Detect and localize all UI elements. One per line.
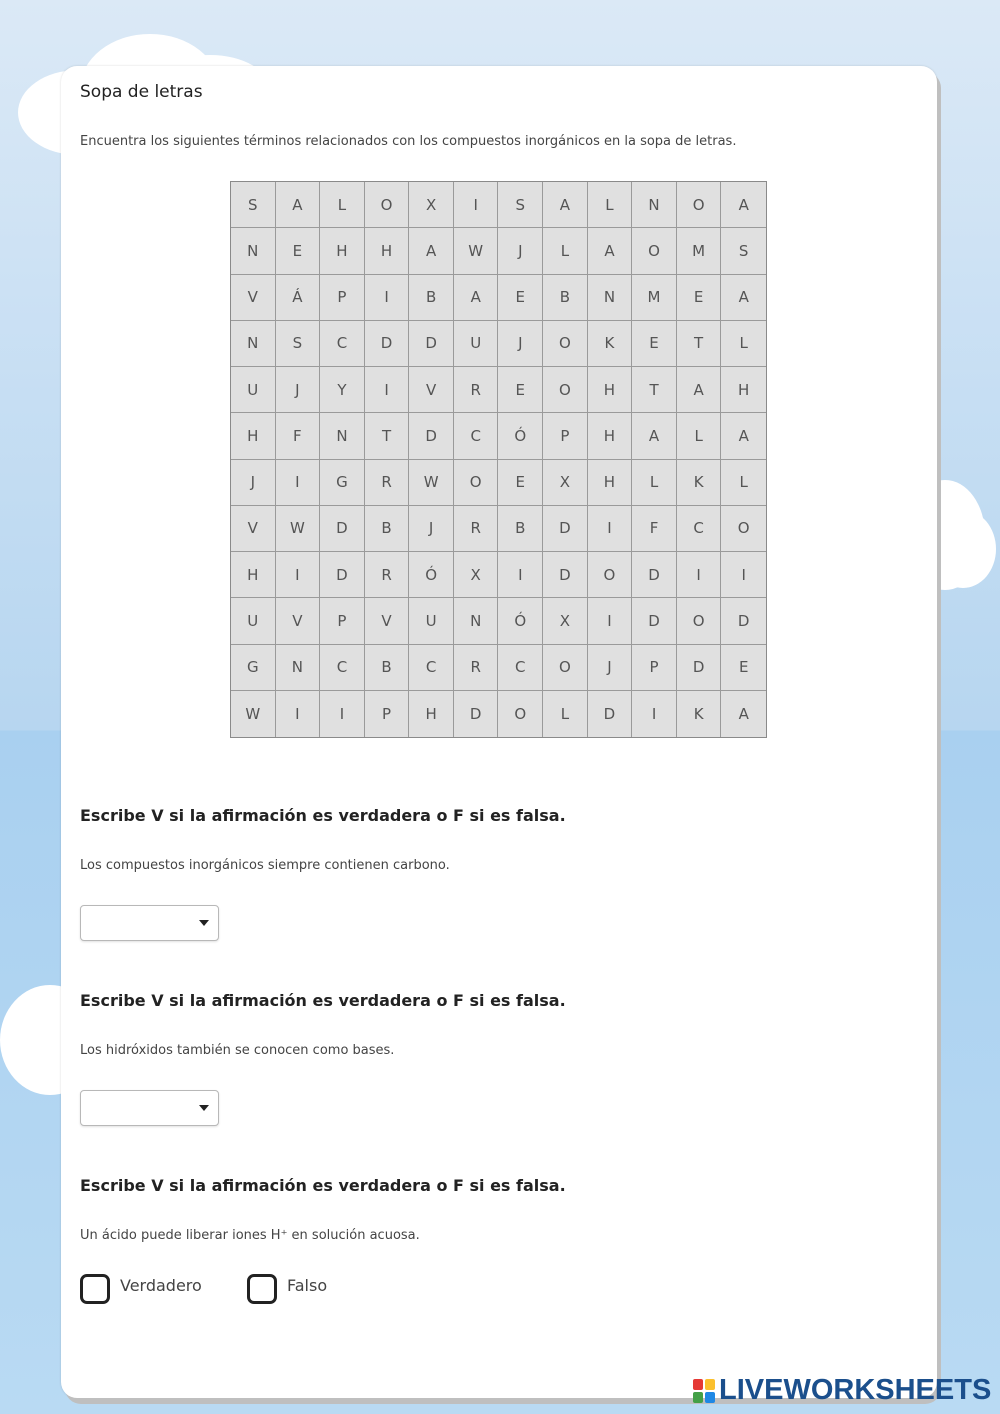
grid-cell[interactable]: J (231, 460, 276, 506)
grid-cell[interactable]: S (721, 228, 766, 274)
grid-cell[interactable]: L (721, 460, 766, 506)
grid-cell[interactable]: V (365, 598, 410, 644)
grid-cell[interactable]: O (543, 321, 588, 367)
question-3-title: Escribe V si la afirmación es verdadera o F si es falsa. (80, 1176, 566, 1195)
logo-square (693, 1379, 703, 1390)
question-2-title: Escribe V si la afirmación es verdadera o F si es falsa. (80, 991, 566, 1010)
section-title: Sopa de letras (80, 82, 203, 102)
grid-cell[interactable]: B (543, 275, 588, 321)
grid-cell[interactable]: L (588, 182, 633, 228)
grid-cell[interactable]: A (721, 275, 766, 321)
grid-cell[interactable]: I (588, 598, 633, 644)
logo-text: LIVEWORKSHEETS (719, 1374, 992, 1406)
grid-cell[interactable]: H (365, 228, 410, 274)
grid-cell[interactable]: D (543, 506, 588, 552)
question-2-statement: Los hidróxidos también se conocen como bases. (80, 1043, 395, 1058)
grid-cell[interactable]: F (276, 413, 321, 459)
grid-cell[interactable]: U (409, 598, 454, 644)
grid-cell[interactable]: R (365, 460, 410, 506)
grid-cell[interactable]: K (588, 321, 633, 367)
grid-cell[interactable]: H (588, 413, 633, 459)
grid-cell[interactable]: J (498, 228, 543, 274)
logo-mark-icon (693, 1379, 715, 1403)
grid-cell[interactable]: O (543, 367, 588, 413)
grid-cell[interactable]: X (543, 460, 588, 506)
grid-cell[interactable]: S (498, 182, 543, 228)
caret-down-icon (199, 920, 209, 926)
grid-cell[interactable]: P (365, 691, 410, 737)
grid-cell[interactable]: C (409, 645, 454, 691)
grid-cell[interactable]: R (454, 367, 499, 413)
grid-cell[interactable]: Y (320, 367, 365, 413)
grid-cell[interactable]: L (320, 182, 365, 228)
grid-cell[interactable]: W (454, 228, 499, 274)
grid-cell[interactable]: O (677, 598, 722, 644)
grid-cell[interactable]: I (498, 552, 543, 598)
grid-cell[interactable]: A (454, 275, 499, 321)
grid-cell[interactable]: N (320, 413, 365, 459)
grid-cell[interactable]: F (632, 506, 677, 552)
grid-cell[interactable]: U (231, 367, 276, 413)
grid-cell[interactable]: R (454, 645, 499, 691)
grid-cell[interactable]: A (721, 413, 766, 459)
option-falso[interactable] (247, 1274, 327, 1304)
grid-cell[interactable]: I (365, 275, 410, 321)
instructions-text: Encuentra los siguientes términos relacionados con los compuestos inorgánicos en la sopa de letras. (80, 134, 737, 149)
grid-cell[interactable]: D (454, 691, 499, 737)
grid-cell[interactable]: S (276, 321, 321, 367)
caret-down-icon (199, 1105, 209, 1111)
grid-cell[interactable]: E (276, 228, 321, 274)
grid-cell[interactable]: G (231, 645, 276, 691)
grid-cell[interactable]: A (632, 413, 677, 459)
grid-cell[interactable]: G (320, 460, 365, 506)
grid-cell[interactable]: L (543, 691, 588, 737)
logo-square (693, 1392, 703, 1403)
grid-cell[interactable]: E (498, 275, 543, 321)
grid-cell[interactable]: Ó (498, 413, 543, 459)
grid-cell[interactable]: A (721, 182, 766, 228)
grid-cell[interactable]: C (320, 645, 365, 691)
grid-cell[interactable]: J (409, 506, 454, 552)
grid-cell[interactable]: I (276, 691, 321, 737)
grid-cell[interactable]: O (498, 691, 543, 737)
grid-cell[interactable]: Ó (409, 552, 454, 598)
grid-cell[interactable]: A (721, 691, 766, 737)
grid-cell[interactable]: O (543, 645, 588, 691)
grid-cell[interactable]: C (498, 645, 543, 691)
grid-cell[interactable]: V (409, 367, 454, 413)
grid-cell[interactable]: J (588, 645, 633, 691)
grid-cell[interactable]: A (276, 182, 321, 228)
grid-cell[interactable]: H (231, 413, 276, 459)
grid-cell[interactable]: E (677, 275, 722, 321)
grid-cell[interactable]: A (588, 228, 633, 274)
grid-cell[interactable]: D (721, 598, 766, 644)
grid-cell[interactable]: T (632, 367, 677, 413)
grid-cell[interactable]: J (276, 367, 321, 413)
grid-cell[interactable]: I (588, 506, 633, 552)
grid-cell[interactable]: H (721, 367, 766, 413)
question-1-statement: Los compuestos inorgánicos siempre contienen carbono. (80, 858, 450, 873)
grid-cell[interactable]: D (677, 645, 722, 691)
word-search-grid[interactable] (230, 181, 767, 738)
grid-cell[interactable]: O (365, 182, 410, 228)
grid-cell[interactable]: J (498, 321, 543, 367)
question-2-dropdown[interactable] (80, 1090, 219, 1126)
grid-cell[interactable]: C (677, 506, 722, 552)
grid-cell[interactable]: I (677, 552, 722, 598)
grid-cell[interactable]: D (409, 413, 454, 459)
grid-cell[interactable]: I (320, 691, 365, 737)
checkbox-verdadero[interactable] (80, 1274, 110, 1304)
grid-cell[interactable]: N (454, 598, 499, 644)
grid-cell[interactable]: L (632, 460, 677, 506)
grid-cell[interactable]: W (276, 506, 321, 552)
grid-cell[interactable]: E (721, 645, 766, 691)
grid-cell[interactable]: P (543, 413, 588, 459)
grid-cell[interactable]: W (409, 460, 454, 506)
grid-cell[interactable]: E (498, 367, 543, 413)
grid-cell[interactable]: N (276, 645, 321, 691)
grid-cell[interactable]: M (632, 275, 677, 321)
grid-cell[interactable]: B (365, 645, 410, 691)
grid-cell[interactable]: D (365, 321, 410, 367)
cloud-decoration (930, 510, 996, 588)
grid-cell[interactable]: A (543, 182, 588, 228)
grid-cell[interactable]: H (588, 367, 633, 413)
grid-cell[interactable]: N (231, 321, 276, 367)
grid-cell[interactable]: R (365, 552, 410, 598)
grid-cell[interactable]: Ó (498, 598, 543, 644)
grid-cell[interactable]: I (454, 182, 499, 228)
grid-cell[interactable]: C (320, 321, 365, 367)
grid-cell[interactable]: E (632, 321, 677, 367)
grid-cell[interactable]: X (543, 598, 588, 644)
grid-cell[interactable]: B (498, 506, 543, 552)
checkbox-falso[interactable] (247, 1274, 277, 1304)
grid-cell[interactable]: T (677, 321, 722, 367)
grid-cell[interactable]: W (231, 691, 276, 737)
grid-cell[interactable]: L (721, 321, 766, 367)
grid-cell[interactable]: I (276, 552, 321, 598)
grid-cell[interactable]: P (320, 275, 365, 321)
question-1-dropdown[interactable] (80, 905, 219, 941)
grid-cell[interactable]: H (409, 691, 454, 737)
grid-cell[interactable]: D (320, 552, 365, 598)
option-verdadero[interactable] (80, 1274, 202, 1304)
grid-cell[interactable]: D (543, 552, 588, 598)
grid-cell[interactable]: D (588, 691, 633, 737)
logo-square (705, 1392, 715, 1403)
grid-cell[interactable]: H (588, 460, 633, 506)
grid-cell[interactable]: U (454, 321, 499, 367)
grid-cell[interactable]: O (677, 182, 722, 228)
logo-square (705, 1379, 715, 1390)
grid-cell[interactable]: I (721, 552, 766, 598)
grid-cell[interactable]: V (276, 598, 321, 644)
grid-cell[interactable]: I (632, 691, 677, 737)
grid-cell[interactable]: U (231, 598, 276, 644)
grid-cell[interactable]: K (677, 691, 722, 737)
grid-cell[interactable]: R (454, 506, 499, 552)
grid-cell[interactable]: N (231, 228, 276, 274)
grid-cell[interactable]: K (677, 460, 722, 506)
grid-cell[interactable]: O (721, 506, 766, 552)
grid-cell[interactable]: L (543, 228, 588, 274)
grid-cell[interactable]: D (320, 506, 365, 552)
grid-cell[interactable]: H (320, 228, 365, 274)
grid-cell[interactable]: E (498, 460, 543, 506)
grid-cell[interactable]: B (409, 275, 454, 321)
grid-cell[interactable]: N (632, 182, 677, 228)
grid-cell[interactable]: X (409, 182, 454, 228)
grid-cell[interactable]: O (454, 460, 499, 506)
grid-cell[interactable]: M (677, 228, 722, 274)
question-1-title: Escribe V si la afirmación es verdadera o F si es falsa. (80, 806, 566, 825)
grid-cell[interactable]: L (677, 413, 722, 459)
grid-cell[interactable]: D (632, 552, 677, 598)
grid-cell[interactable]: O (588, 552, 633, 598)
grid-cell[interactable]: I (365, 367, 410, 413)
grid-cell[interactable]: D (632, 598, 677, 644)
grid-cell[interactable]: D (409, 321, 454, 367)
grid-cell[interactable]: B (365, 506, 410, 552)
grid-cell[interactable]: C (454, 413, 499, 459)
grid-cell[interactable]: I (276, 460, 321, 506)
grid-cell[interactable]: V (231, 506, 276, 552)
grid-cell[interactable]: S (231, 182, 276, 228)
option-verdadero-label: Verdadero (120, 1276, 202, 1295)
grid-cell[interactable]: H (231, 552, 276, 598)
grid-cell[interactable]: X (454, 552, 499, 598)
grid-cell[interactable]: P (320, 598, 365, 644)
liveworksheets-logo (693, 1374, 991, 1407)
grid-cell[interactable]: O (632, 228, 677, 274)
grid-cell[interactable]: T (365, 413, 410, 459)
question-3-statement: Un ácido puede liberar iones H⁺ en solución acuosa. (80, 1228, 420, 1243)
grid-cell[interactable]: A (409, 228, 454, 274)
grid-cell[interactable]: A (677, 367, 722, 413)
grid-cell[interactable]: N (588, 275, 633, 321)
grid-cell[interactable]: Á (276, 275, 321, 321)
grid-cell[interactable]: V (231, 275, 276, 321)
grid-cell[interactable]: P (632, 645, 677, 691)
option-falso-label: Falso (287, 1276, 328, 1295)
